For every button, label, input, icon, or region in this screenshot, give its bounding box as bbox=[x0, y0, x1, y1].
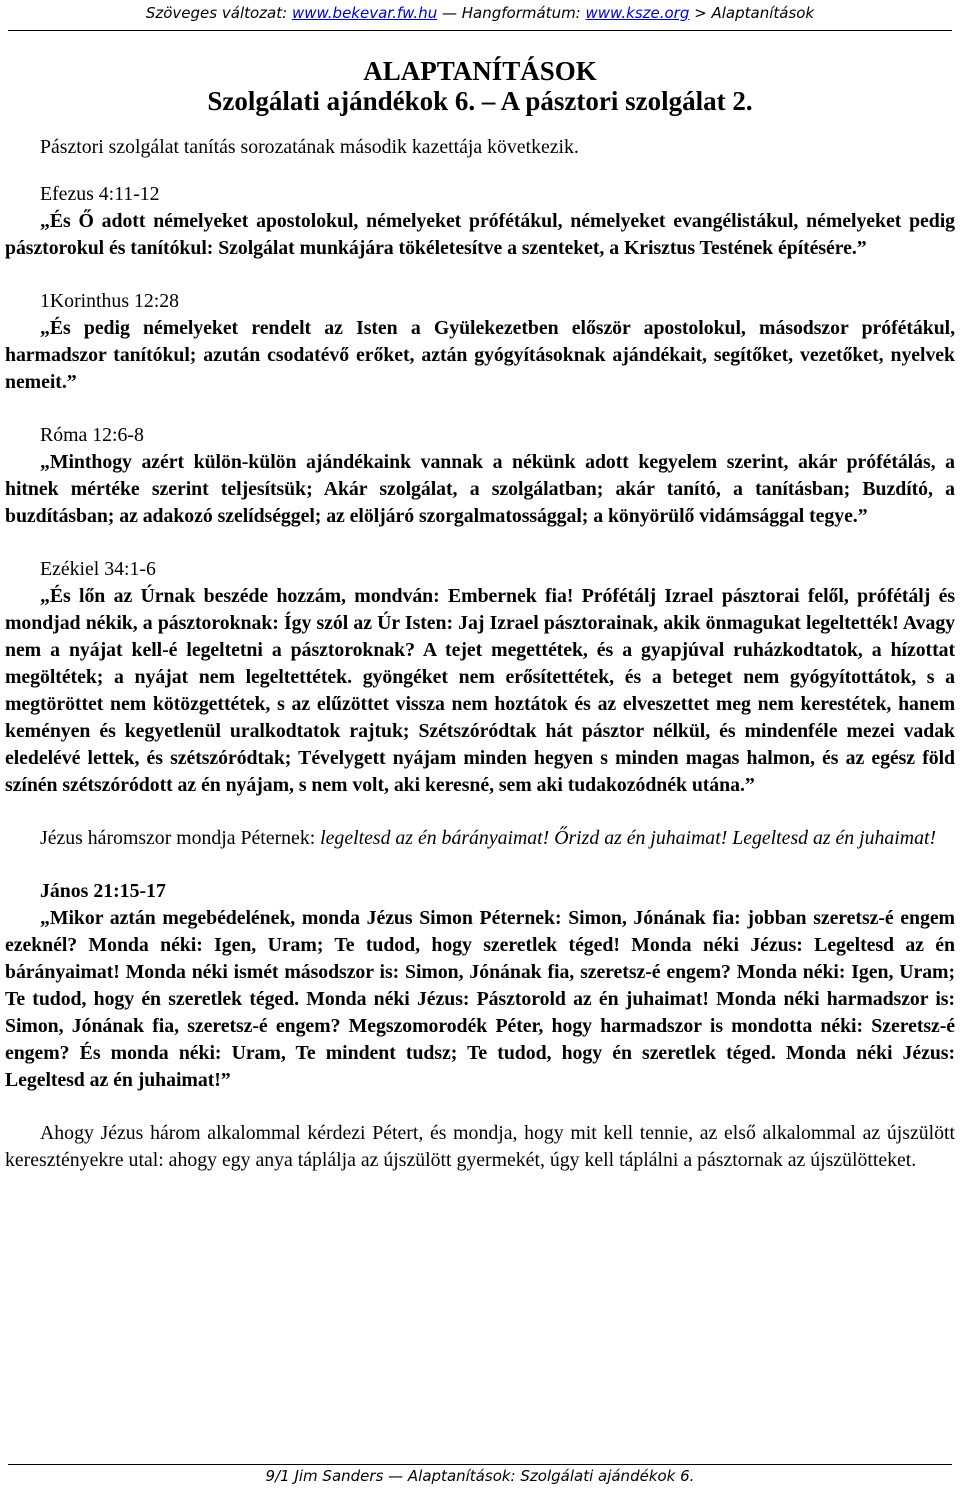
page-header bbox=[8, 0, 952, 31]
header-middle: — Hangformátum: bbox=[437, 4, 586, 22]
doc-title: ALAPTANÍTÁSOK bbox=[363, 56, 597, 86]
passage-ref: 1Korinthus 12:28 bbox=[40, 290, 180, 312]
jesus-plain: Jézus háromszor mondja Péternek: bbox=[40, 827, 321, 849]
header-prefix: Szöveges változat: bbox=[145, 4, 292, 22]
closing-paragraph: Ahogy Jézus három alkalommal kérdezi Pétert, és mondja, hogy mit kell tennie, az első alkalommal az újszülött keresztényekre utal: ahogy egy anya táplálja az újszülött gyermekét, úgy kell táplálni a pásztornak az újszülötteket. bbox=[5, 1122, 955, 1171]
passage-quote: „Minthogy azért külön-külön ajándékaink vannak a nékünk adott kegyelem szerint, akár prófétálás, a hitnek mértéke szerint teljesítsük; Akár szolgálat, a szolgálatban; akár tanító, a tanításban; Buzdító, a buzdításban; az adakozó szelídséggel; az elöljáró szorgalmatossággal; a könyörülő vidámsággal tegye.” bbox=[5, 451, 955, 527]
intro-paragraph: Pásztori szolgálat tanítás sorozatának második kazettája következik. bbox=[40, 136, 579, 158]
ksze-link[interactable]: www.ksze.org bbox=[585, 4, 690, 22]
john-quote: „Mikor aztán megebédelének, monda Jézus Simon Péternek: Simon, Jónának fia: jobban szeretsz-é engem ezeknél? Monda néki: Igen, Uram; Te tudod, hogy szeretlek téged! Monda néki Jézus: Legeltesd az én bárányaimat! Monda néki ismét másodszor is: Simon, Jónának fia, szeretsz-é engem? Monda néki: Igen, Uram; Te tudod, hogy én szeretlek téged. Monda néki Jézus: Pásztorold az én juhaimat! Monda néki harmadszor is: Simon, Jónának fia, szeretsz-é engem? Megszomorodék Péter, hogy harmadszor is mondotta néki: Szeretsz-é engem? És monda néki: Uram, Te mindent tudsz; Te tudod, hogy én szeretlek téged. Monda néki Jézus: Legeltesd az én juhaimat!” bbox=[5, 907, 955, 1091]
passage-ref: Róma 12:6-8 bbox=[40, 424, 144, 446]
passage-ref: Efezus 4:11-12 bbox=[40, 183, 160, 205]
bekevar-link[interactable]: www.bekevar.fw.hu bbox=[291, 4, 438, 22]
passage-quote: „És lőn az Úrnak beszéde hozzám, mondván: Embernek fia! Prófétálj Izrael pásztorai felől, prófétálj és mondjad nékik, a pásztoroknak: Így szól az Úr Isten: Jaj Izrael pásztorainak, akik önmagukat legeltették! Avagy nem a nyájat kell-é legeltetni a pásztoroknak? A tejet megettétek, és a gyapjúval ruházkodtatok, a hízottat megöltétek; a nyájat nem legeltettétek. gyöngéket nem erősítettétek, és a beteget nem gyógyítottátok, s a megtöröttet nem kötözgettétek, s az elűzöttet vissza nem hoztátok és az elveszettet meg nem kerestétek, hanem keményen és kegyetlenül uralkodtatok rajtuk; Szétszóródtak hát pásztor nélkül, és mindenféle mezei vadak eledelévé lettek, és szétszóródtak; Tévelygett nyájam minden hegyen s minden magas halmon, és az egész föld színén szétszóródott az én nyájam, s nem volt, aki keresné, sem aki tudakozódnék utána.” bbox=[5, 585, 955, 796]
jesus-italic: legeltesd az én bárányaimat! Őrizd az én juhaimat! Legeltesd az én juhaimat! bbox=[320, 827, 937, 849]
page-footer: 9/1 Jim Sanders — Alaptanítások: Szolgálati ajándékok 6. bbox=[8, 1464, 952, 1489]
document-body bbox=[5, 56, 955, 1174]
passage-ref: Ezékiel 34:1-6 bbox=[40, 558, 156, 580]
jesus-paragraph bbox=[5, 825, 955, 852]
passage-quote: „És Ő adott némelyeket apostolokul, némelyeket prófétákul, némelyeket evangélistákul, némelyeket pedig pásztorokul és tanítókul: Szolgálat munkájára tökéletesítve a szenteket, a Krisztus Testének építésére.” bbox=[5, 210, 955, 259]
john-ref: János 21:15-17 bbox=[40, 880, 166, 902]
passage-quote: „És pedig némelyeket rendelt az Isten a Gyülekezetben először apostolokul, másodszor prófétákul, harmadszor tanítókul; azután csodatévő erőket, aztán gyógyításoknak ajándékait, segítőket, vezetőket, nyelvek nemeit.” bbox=[5, 317, 955, 393]
doc-subtitle: Szolgálati ajándékok 6. – A pásztori szolgálat 2. bbox=[207, 86, 753, 116]
header-suffix: > Alaptanítások bbox=[689, 4, 815, 22]
